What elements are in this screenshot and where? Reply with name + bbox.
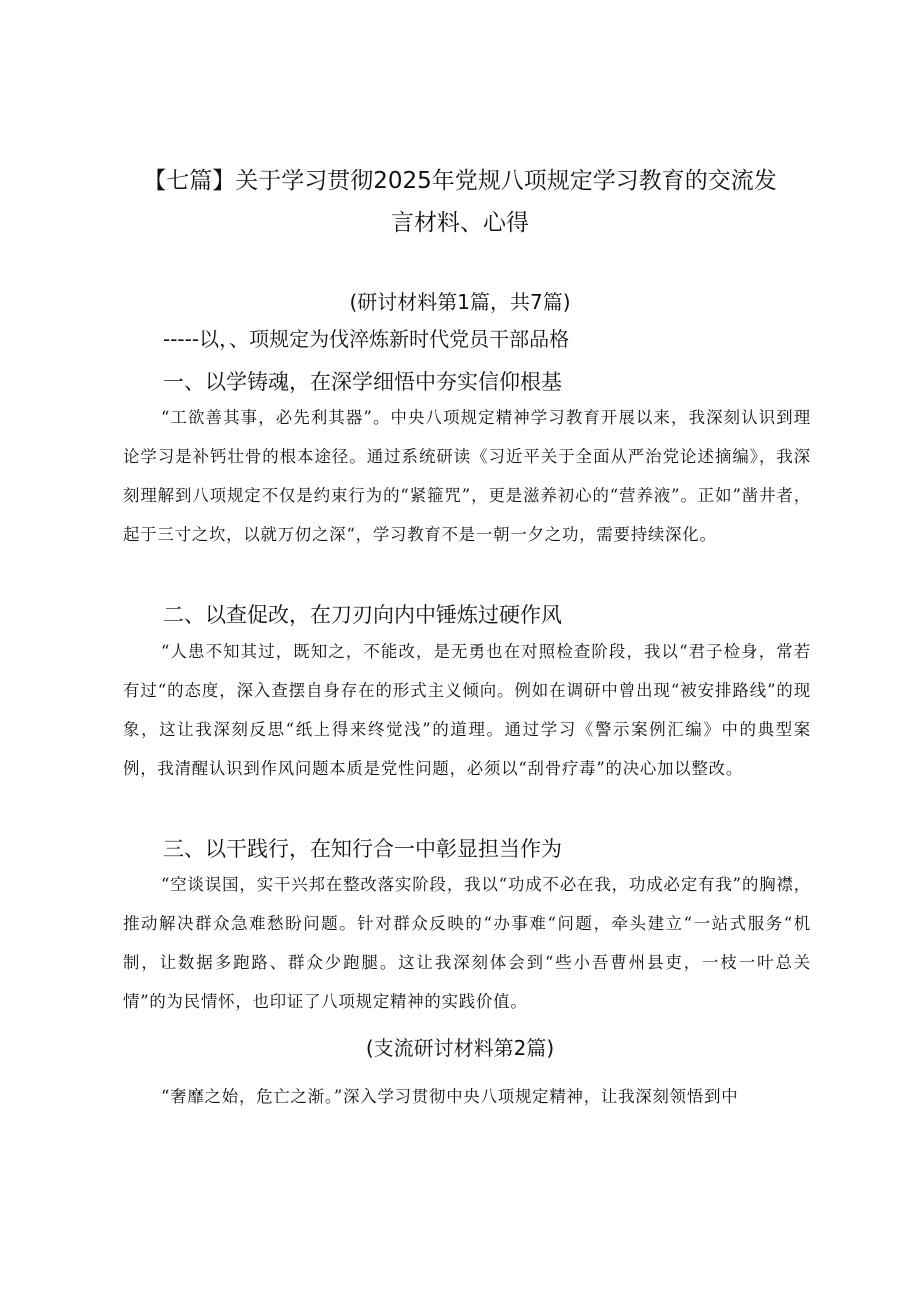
section-body-1: “工欲善其事，必先利其器”。中央八项规定精神学习教育开展以来，我深刻认识到理论学习是补钙壮骨的根本途径。通过系统研读《习近平关于全面从严治党论述摘编》，我深刻理解到八项规定不仅是约束行为的“紧箍咒”，更是滋养初心的“营养液”。正如”凿井者，起于三寸之坎，以就万仞之深“，学习教育不是一朝一夕之功，需要持续深化。: [123, 408, 811, 544]
final-paragraph: “奢靡之始，危亡之渐。”深入学习贯彻中央八项规定精神，让我深刻领悟到中: [161, 1087, 739, 1106]
title-line-2: 言材料、心得: [391, 210, 529, 236]
subtitle-part-2: (支流研讨材料第2篇): [365, 1036, 555, 1060]
section-heading-2: 二、以查促改，在刀刃向内中锤炼过硬作风: [163, 603, 562, 627]
section-heading-1: 一、以学铸魂，在深学细悟中夯实信仰根基: [163, 370, 562, 394]
section-heading-3: 三、以干践行，在知行合一中彰显担当作为: [163, 837, 562, 861]
subtitle-part-1: (研讨材料第1篇，共7篇): [349, 290, 571, 314]
section-body-3: “空谈误国，实干兴邦在整改落实阶段，我以“功成不必在我，功成必定有我”的胸襟，推动解决群众急难愁盼问题。针对群众反映的“办事难“问题，牵头建立“一站式服务“机制，让数据多跑路、群众少跑腿。这让我深刻体会到“些小吾曹州县吏，一枝一叶总关情”的为民情怀，也印证了八项规定精神的实践价值。: [123, 875, 811, 1011]
title-line-1: 【七篇】关于学习贯彻2025年党规八项规定学习教育的交流发: [143, 168, 777, 194]
section-body-2: “人患不知其过，既知之，不能改，是无勇也在对照检查阶段，我以“君子检身，常若有过“的态度，深入查摆自身存在的形式主义倾向。例如在调研中曾出现“被安排路线”的现象，这让我深刻反思“纸上得来终觉浅”的道理。通过学习《警示案例汇编》中的典型案例，我清醒认识到作风问题本质是党性问题，必须以“刮骨疗毒”的决心加以整改。: [123, 642, 811, 778]
document-title: [130, 160, 790, 244]
tagline: -----以，、项规定为伐淬炼新时代党员干部品格: [163, 327, 570, 351]
